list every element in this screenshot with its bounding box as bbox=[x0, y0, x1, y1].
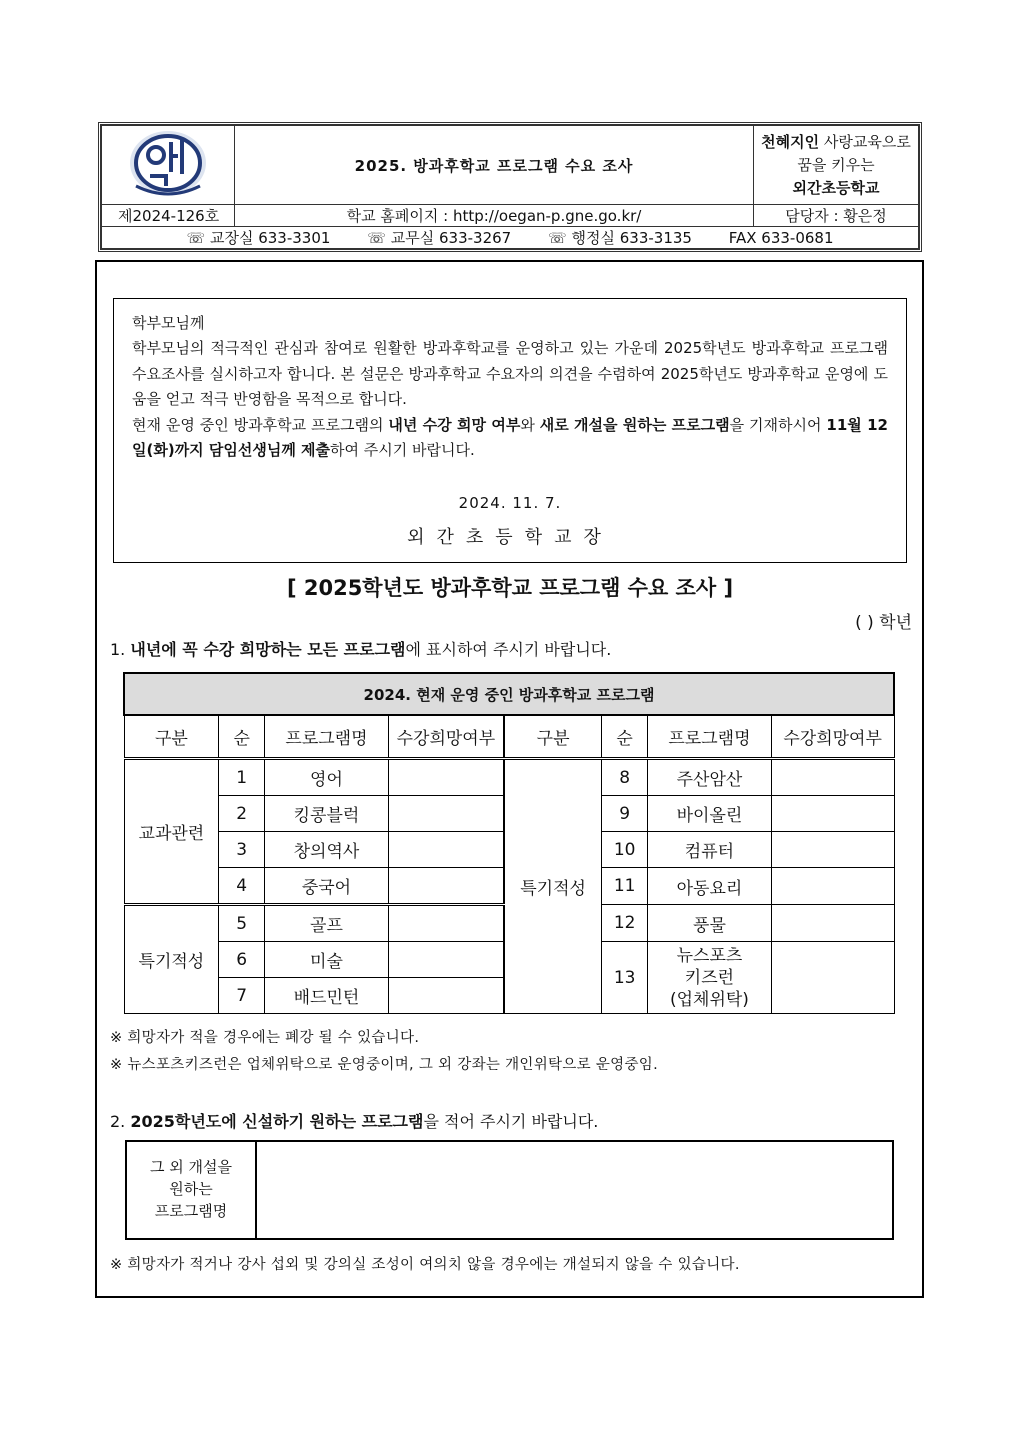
program-number: 12 bbox=[602, 905, 648, 942]
wish-checkbox-cell[interactable] bbox=[388, 832, 504, 868]
label-line: 그 외 개설을 bbox=[150, 1158, 232, 1176]
program-number: 6 bbox=[219, 942, 265, 978]
p2-bold-1: 내년 수강 희망 여부 bbox=[388, 415, 521, 434]
label-line: 프로그램명 bbox=[154, 1202, 228, 1220]
header-program: 프로그램명 bbox=[648, 715, 772, 759]
wish-checkbox-cell[interactable] bbox=[388, 905, 504, 942]
phone-row bbox=[102, 227, 919, 249]
doc-number: 제2024-126호 bbox=[102, 205, 235, 227]
slogan-bold: 천혜지인 bbox=[761, 132, 820, 151]
wish-checkbox-cell[interactable] bbox=[388, 868, 504, 905]
program-name: 미술 bbox=[265, 942, 389, 978]
header-number: 순 bbox=[602, 715, 648, 759]
q2-number: 2. bbox=[110, 1112, 131, 1131]
program-name bbox=[648, 942, 772, 1014]
label-line: 원하는 bbox=[169, 1180, 213, 1198]
program-number: 13 bbox=[602, 942, 648, 1014]
wish-checkbox-cell[interactable] bbox=[388, 759, 504, 796]
school-slogan bbox=[754, 126, 919, 205]
program-name: 바이올린 bbox=[648, 796, 772, 832]
survey-title: [ 2025학년도 방과후학교 프로그램 수요 조사 ] bbox=[286, 576, 734, 600]
p2-text-e: 하여 주시기 바랍니다. bbox=[330, 441, 475, 460]
p2-text-c: 와 bbox=[520, 415, 540, 434]
school-name: 외간초등학교 bbox=[792, 178, 880, 197]
q1-bold: 내년에 꼭 수강 희망하는 모든 프로그램 bbox=[130, 640, 406, 659]
wish-checkbox-cell[interactable] bbox=[771, 832, 894, 868]
program-name-line: 뉴스포츠 bbox=[676, 945, 743, 966]
program-name: 주산암산 bbox=[648, 759, 772, 796]
program-number: 1 bbox=[219, 759, 265, 796]
question-2 bbox=[110, 1109, 598, 1132]
grade-field[interactable]: ( ) 학년 bbox=[855, 613, 912, 633]
category-cell: 특기적성 bbox=[504, 759, 602, 1014]
letter-greeting: 학부모님께 bbox=[132, 314, 205, 332]
note-1: ※ 희망자가 적을 경우에는 폐강 될 수 있습니다. bbox=[110, 1030, 420, 1046]
program-number: 2 bbox=[219, 796, 265, 832]
p2-bold-3: 11월 12일(화)까지 담임선생님께 제출 bbox=[132, 415, 888, 460]
header-number: 순 bbox=[219, 715, 265, 759]
program-name: 풍물 bbox=[648, 905, 772, 942]
wish-checkbox-cell[interactable] bbox=[771, 759, 894, 796]
wish-checkbox-cell[interactable] bbox=[771, 868, 894, 905]
contact-person: 담당자 : 황은정 bbox=[754, 205, 919, 227]
program-number: 7 bbox=[219, 978, 265, 1014]
header-category: 구분 bbox=[124, 715, 219, 759]
phone-admin: ☏ 행정실 633-3135 bbox=[547, 229, 692, 247]
program-name-line: (업체위탁) bbox=[669, 989, 749, 1010]
p2-text-a: 현재 운영 중인 방과후학교 프로그램의 bbox=[132, 415, 389, 434]
program-number: 3 bbox=[219, 832, 265, 868]
phone-staff: ☏ 교무실 633-3267 bbox=[367, 229, 512, 247]
document-header bbox=[98, 122, 922, 252]
letter-paragraph-1: 학부모님의 적극적인 관심과 참여로 원활한 방과후학교를 운영하고 있는 가운데 2025학년도 방과후학교 프로그램 수요조사를 실시하고자 합니다. 본 설문은 방과후학교 수요자의 의견을 수렴하여 2025학년도 방과후학교 운영에 도움을 얻고 적극 반영함을 목적으로 합니다. bbox=[132, 339, 888, 409]
header-category: 구분 bbox=[504, 715, 602, 759]
program-table bbox=[123, 672, 895, 1014]
letter-date: 2024. 11. 7. bbox=[458, 494, 562, 513]
program-number: 5 bbox=[219, 905, 265, 942]
program-number: 10 bbox=[602, 832, 648, 868]
letter-signature: 외간초등학교장 bbox=[407, 526, 613, 548]
header-wish: 수강희망여부 bbox=[771, 715, 894, 759]
category-cell: 특기적성 bbox=[124, 905, 219, 1014]
header-wish: 수강희망여부 bbox=[388, 715, 504, 759]
p2-text-d: 을 기재하시어 bbox=[729, 415, 827, 434]
fax-number: FAX 633-0681 bbox=[728, 229, 834, 247]
q1-rest: 에 표시하여 주시기 바랍니다. bbox=[405, 640, 612, 659]
category-cell: 교과관련 bbox=[124, 759, 219, 905]
q2-rest: 을 적어 주시기 바랍니다. bbox=[423, 1112, 599, 1131]
wish-checkbox-cell[interactable] bbox=[388, 978, 504, 1014]
wish-checkbox-cell[interactable] bbox=[771, 942, 894, 1014]
program-name: 킹콩블럭 bbox=[265, 796, 389, 832]
program-number: 11 bbox=[602, 868, 648, 905]
document-title: 2025. 방과후학교 프로그램 수요 조사 bbox=[235, 126, 754, 205]
q1-number: 1. bbox=[110, 640, 131, 659]
program-name: 영어 bbox=[265, 759, 389, 796]
question-1 bbox=[110, 637, 611, 660]
program-name: 골프 bbox=[265, 905, 389, 942]
school-logo-icon bbox=[126, 128, 210, 198]
program-number: 4 bbox=[219, 868, 265, 905]
wish-checkbox-cell[interactable] bbox=[388, 796, 504, 832]
program-number: 8 bbox=[602, 759, 648, 796]
wish-checkbox-cell[interactable] bbox=[771, 905, 894, 942]
new-program-input[interactable] bbox=[259, 1142, 892, 1238]
final-note: ※ 희망자가 적거나 강사 섭외 및 강의실 조성이 여의치 않을 경우에는 개설되지 않을 수 있습니다. bbox=[110, 1257, 740, 1273]
program-name: 창의역사 bbox=[265, 832, 389, 868]
wish-checkbox-cell[interactable] bbox=[771, 796, 894, 832]
header-program: 프로그램명 bbox=[265, 715, 389, 759]
p2-bold-2: 새로 개설을 원하는 프로그램 bbox=[539, 415, 730, 434]
program-name: 아동요리 bbox=[648, 868, 772, 905]
letter-paragraph-2 bbox=[132, 413, 888, 464]
program-table-caption: 2024. 현재 운영 중인 방과후학교 프로그램 bbox=[124, 673, 894, 715]
school-logo-cell bbox=[102, 126, 235, 205]
letter-box bbox=[113, 298, 907, 563]
slogan-line2: 꿈을 키우는 bbox=[797, 155, 875, 174]
homepage-link[interactable]: 학교 홈페이지 : http://oegan-p.gne.go.kr/ bbox=[235, 205, 754, 227]
program-name: 배드민턴 bbox=[265, 978, 389, 1014]
new-program-box bbox=[125, 1140, 894, 1240]
phone-principal: ☏ 교장실 633-3301 bbox=[186, 229, 331, 247]
slogan-rest: 사랑교육으로 bbox=[819, 132, 911, 151]
wish-checkbox-cell[interactable] bbox=[388, 942, 504, 978]
program-name: 중국어 bbox=[265, 868, 389, 905]
q2-bold: 2025학년도에 신설하기 원하는 프로그램 bbox=[130, 1112, 424, 1131]
note-2: ※ 뉴스포츠키즈런은 업체위탁으로 운영중이며, 그 외 강좌는 개인위탁으로 운영중임. bbox=[110, 1057, 658, 1073]
program-number: 9 bbox=[602, 796, 648, 832]
program-name-line: 키즈런 bbox=[684, 967, 735, 988]
program-name: 컴퓨터 bbox=[648, 832, 772, 868]
new-program-label bbox=[127, 1142, 257, 1238]
